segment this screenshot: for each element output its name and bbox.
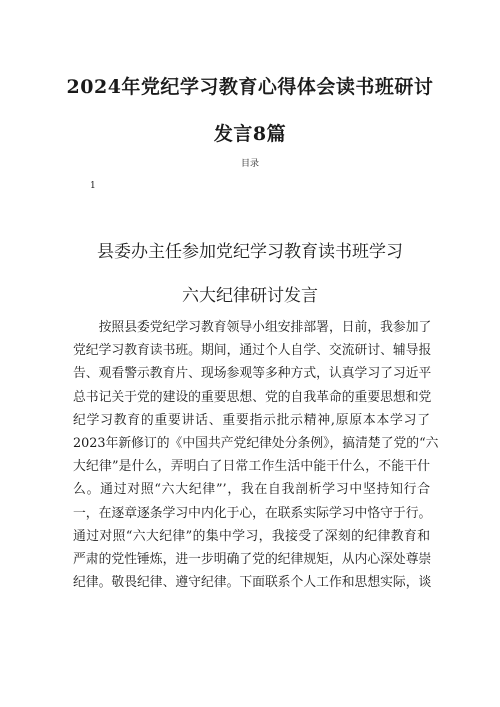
body-line: 总书记关于党的建设的重要思想、党的自我革命的重要思想和党 [73,389,432,405]
article-body [73,316,439,594]
body-line: 通过对照“六大纪律”的集中学习，我接受了深刻的纪律教育和 [73,528,430,544]
body-line: 党纪学习教育读书班。期间，通过个人自学、交流研讨、辅导报 [73,343,432,359]
body-line: 一，在逐章逐条学习中内化于心，在联系实际学习中恪守于行。 [73,505,432,521]
article-title-line2: 六大纪律研讨发言 [182,286,318,306]
document-title-line1: 2024年党纪学习教育心得体会读书班研讨 [66,76,434,98]
body-line: 么。通过对照“六大纪律”’，我在自我剖析学习中坚持知行合 [73,482,430,498]
body-line: 纪学习教育的重要讲话、重要指示批示精神,原原本本学习了 [73,412,430,428]
body-line: 告、观看警示教育片、现场参观等多种方式，认真学习了习近平 [73,366,432,382]
article-title-line1: 县委办主任参加党纪学习教育读书班学习 [97,242,403,262]
body-line: 纪律。敬畏纪律、遵守纪律。下面联系个人工作和思想实际，谈 [73,575,432,591]
body-line: 按照县委党纪学习教育领导小组安排部署，日前，我参加了 [73,320,432,335]
body-line: 2023年新修订的《中国共产党纪律处分条例》，搞清楚了党的“六 [73,436,439,452]
body-line: 严肃的党性锤炼，进一步明确了党的纪律规矩，从内心深处尊崇 [73,552,432,568]
toc-heading: 目录 [240,159,259,169]
document-title-line2: 发言8篇 [213,123,287,145]
body-line: 大纪律”是什么，弄明白了日常工作生活中能干什么，不能干什 [73,459,430,475]
toc-entry: 1 [90,181,96,191]
